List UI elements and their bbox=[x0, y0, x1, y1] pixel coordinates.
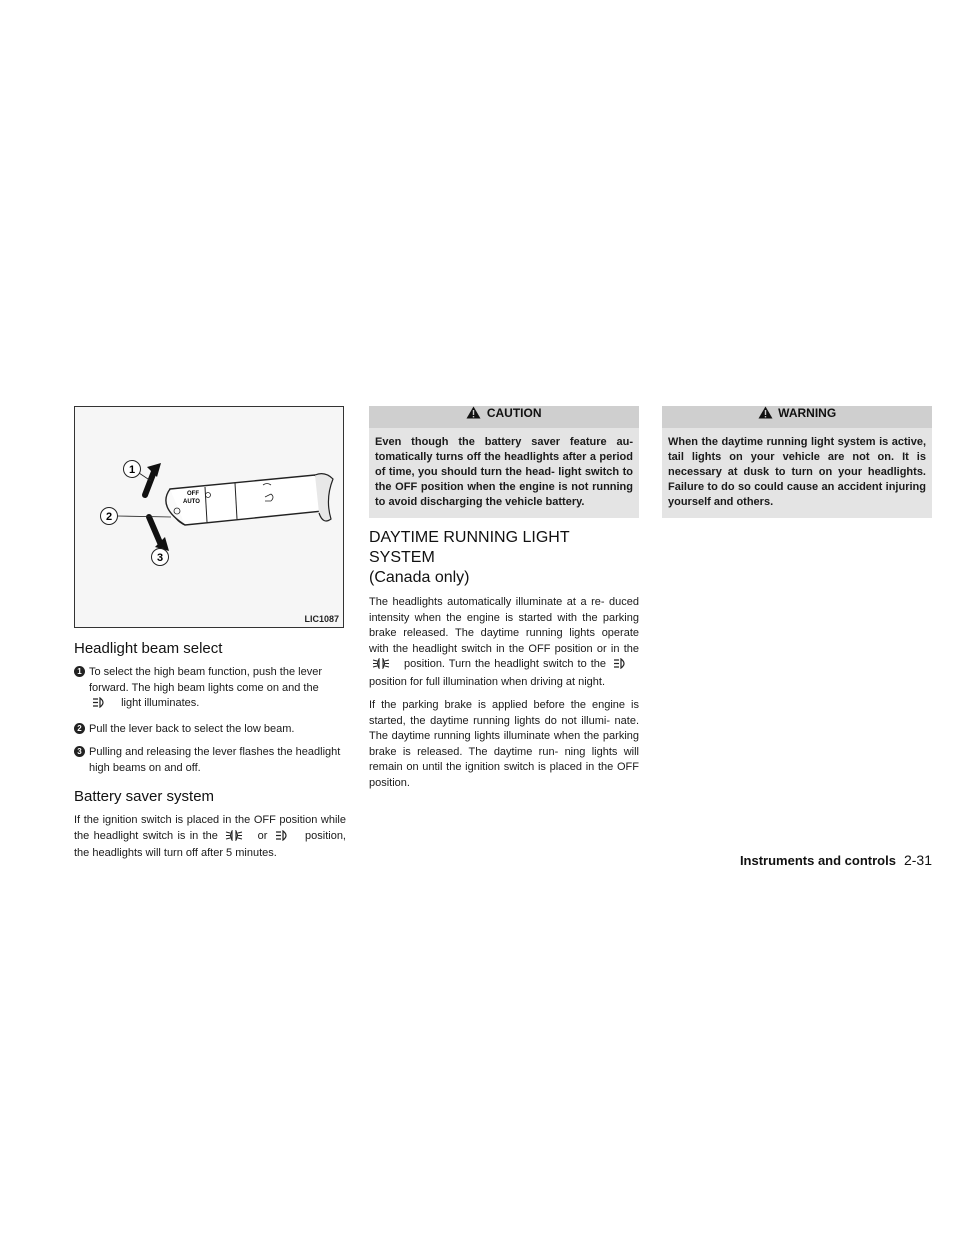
warning-box bbox=[662, 406, 932, 518]
step-3 bbox=[74, 745, 346, 776]
footer-section: Instruments and controls bbox=[739, 853, 896, 868]
warning-triangle-icon bbox=[758, 406, 773, 419]
callout-2: 2 bbox=[105, 511, 113, 523]
headlight-icon bbox=[613, 658, 629, 675]
drl-heading-line2: (Canada only) bbox=[369, 569, 470, 586]
page-number: 2-31 bbox=[903, 852, 932, 868]
battery-saver-text-a: If the ignition switch is placed in the OFF position while the headlight switch is in the bbox=[74, 814, 346, 842]
parking-light-icon bbox=[225, 830, 243, 847]
battery-saver-text-b: or bbox=[257, 829, 268, 842]
caution-box bbox=[369, 406, 639, 518]
warning-triangle-icon bbox=[466, 406, 481, 419]
left-column bbox=[74, 406, 346, 870]
switch-label-off: OFF bbox=[187, 491, 199, 497]
middle-column bbox=[369, 406, 639, 799]
right-column bbox=[662, 406, 932, 518]
step-number: 2 bbox=[74, 723, 85, 734]
parking-light-icon bbox=[372, 658, 390, 675]
figure-id: LIC1087 bbox=[304, 614, 339, 624]
step-text-end: light illuminates. bbox=[121, 697, 200, 709]
callout-3: 3 bbox=[156, 552, 164, 564]
headlight-icon bbox=[275, 830, 291, 847]
step-number: 1 bbox=[74, 666, 85, 677]
headlight-beam-heading: Headlight beam select bbox=[74, 640, 223, 657]
headlight-icon bbox=[92, 697, 108, 714]
drl-text-c: position for full illumination when driving at night. bbox=[369, 675, 606, 688]
lever-diagram bbox=[75, 407, 343, 627]
caution-header bbox=[369, 406, 639, 428]
battery-saver-paragraph bbox=[74, 813, 346, 862]
headlight-lever-illustration bbox=[74, 406, 344, 628]
warning-text: When the daytime running light system is active, tail lights on your vehicle are not on. It is necessary at dusk to turn on your headlights. Failure to do so could cause an accident injuring yourself and others. bbox=[668, 436, 926, 508]
battery-saver-heading: Battery saver system bbox=[74, 788, 215, 805]
drl-paragraph-1 bbox=[369, 595, 639, 690]
caution-text: Even though the battery saver feature au- tomatically turns off the headlights after a period of time, you should turn the head- light switch to the OFF position when the engine is not running to avoid discharging the vehicle battery. bbox=[375, 436, 633, 508]
step-text: To select the high beam function, push the lever forward. The high beam lights come on and the bbox=[89, 666, 322, 694]
switch-label-auto: AUTO bbox=[183, 499, 200, 505]
warning-header bbox=[662, 406, 932, 428]
step-text: Pulling and releasing the lever flashes the headlight high beams on and off. bbox=[89, 746, 341, 774]
drl-text-a: The headlights automatically illuminate at a re- duced intensity when the engine is started with the parking brake released. The daytime running lights operate with the headlight switch in the OFF position or in the bbox=[369, 596, 639, 655]
drl-heading bbox=[369, 528, 639, 588]
step-1 bbox=[74, 665, 346, 714]
step-2 bbox=[74, 722, 346, 738]
warning-heading: WARNING bbox=[778, 406, 837, 420]
caution-heading: CAUTION bbox=[486, 406, 542, 420]
drl-heading-line1: DAYTIME RUNNING LIGHT SYSTEM bbox=[369, 529, 570, 566]
battery-saver-text-c: position, the headlights will turn off after 5 minutes. bbox=[74, 829, 346, 859]
step-number: 3 bbox=[74, 746, 85, 757]
drl-paragraph-2: If the parking brake is applied before the engine is started, the daytime running lights do not illumi- nate. The daytime running lights illuminate when the parking brake is released. The daytime run- ning lights will remain on until the ignition switch is placed in the OFF position. bbox=[369, 699, 639, 789]
page-footer bbox=[740, 852, 932, 868]
callout-1: 1 bbox=[128, 464, 136, 476]
step-text: Pull the lever back to select the low beam. bbox=[89, 722, 295, 735]
drl-text-b: position. Turn the headlight switch to the bbox=[404, 658, 606, 670]
